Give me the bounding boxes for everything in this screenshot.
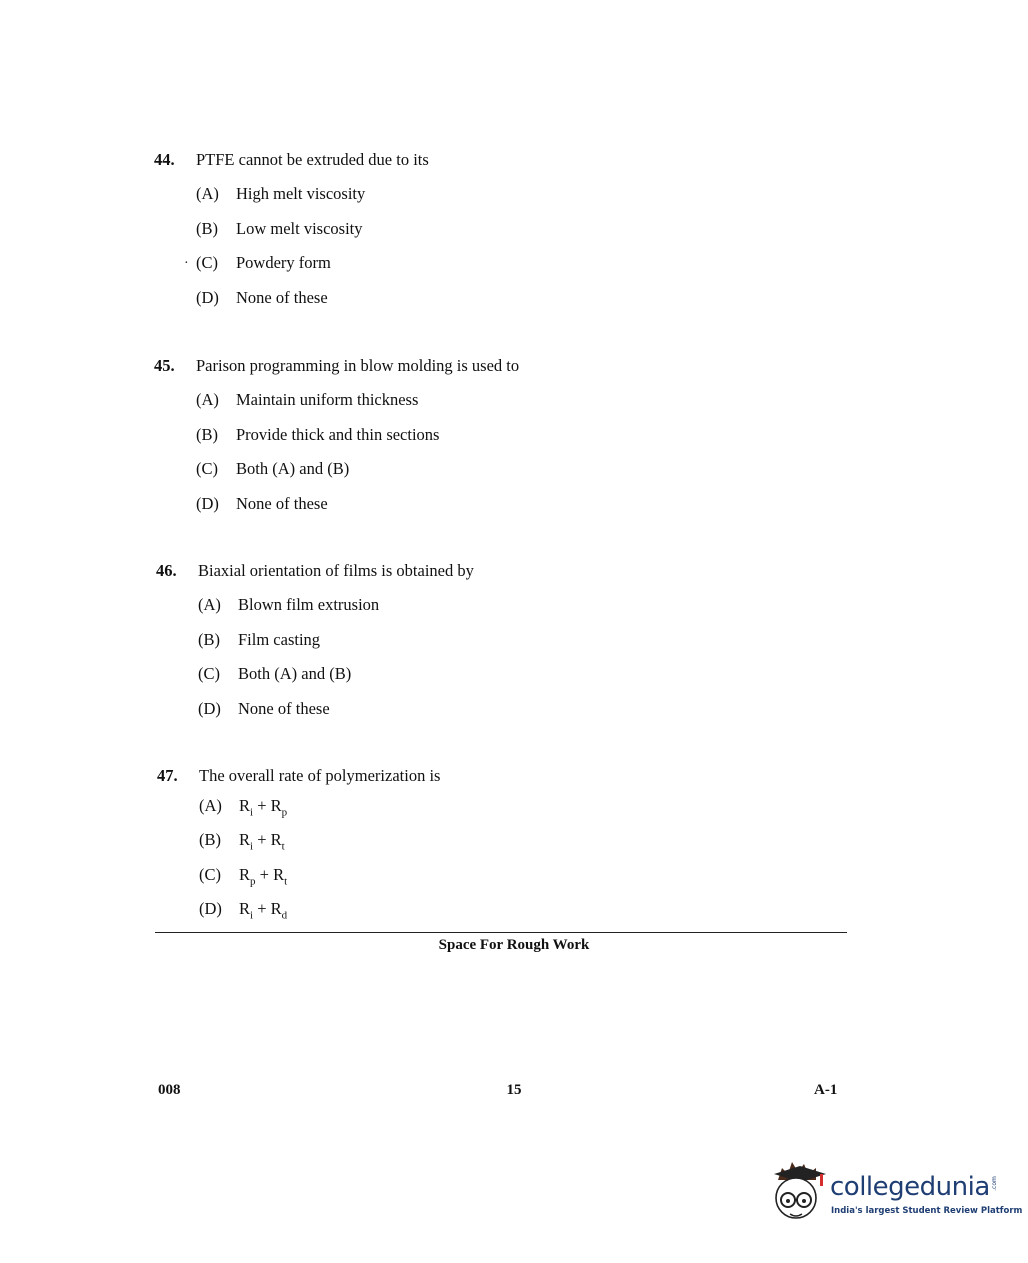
page-number: 15 — [506, 1082, 522, 1098]
option-label: (D) — [196, 287, 219, 307]
option-c — [198, 664, 474, 684]
option-text: Maintain uniform thickness — [236, 390, 419, 410]
option-formula — [239, 865, 287, 887]
option-label: (A) — [198, 595, 221, 615]
divider-rule — [155, 932, 847, 933]
option-b — [199, 830, 440, 853]
option-formula — [239, 899, 287, 921]
option-label: (C) — [198, 664, 220, 684]
subscript: i — [250, 806, 254, 819]
option-label: (B) — [199, 830, 221, 850]
option-d — [199, 899, 440, 922]
question-46 — [156, 561, 474, 719]
symbol: R — [239, 864, 251, 884]
brand-tagline: India's largest Student Review Platform — [831, 1206, 1023, 1216]
symbol: R — [239, 830, 251, 850]
option-c — [196, 459, 519, 479]
question-text: PTFE cannot be extruded due to its — [196, 150, 429, 169]
option-d — [198, 699, 474, 719]
question-45 — [154, 356, 519, 514]
option-text: Blown film extrusion — [238, 595, 380, 615]
option-label: (C) — [199, 864, 221, 884]
question-number: 44. — [154, 150, 175, 169]
plus-sign: + — [259, 864, 269, 884]
subscript: i — [250, 840, 254, 853]
subscript: p — [250, 875, 256, 888]
subscript: d — [281, 909, 288, 922]
option-a — [196, 390, 519, 410]
subscript: t — [284, 875, 288, 888]
option-d — [196, 288, 429, 308]
subscript: p — [281, 806, 288, 819]
brand-dotcom: .com — [990, 1176, 998, 1191]
option-text: Film casting — [238, 629, 321, 649]
option-label: (D) — [196, 493, 219, 513]
rough-work-heading: Space For Rough Work — [438, 937, 590, 953]
option-text: Low melt viscosity — [236, 218, 363, 238]
plus-sign: + — [257, 830, 267, 850]
mascot-icon — [770, 1158, 830, 1224]
symbol: R — [239, 796, 251, 815]
option-text: Both (A) and (B) — [238, 664, 352, 684]
option-label: (A) — [199, 796, 222, 815]
option-b — [196, 425, 519, 445]
booklet-series: A-1 — [814, 1082, 838, 1098]
option-a — [199, 796, 440, 819]
option-text: None of these — [236, 493, 328, 513]
option-a — [198, 595, 474, 615]
option-b — [196, 219, 429, 239]
collegedunia-logo — [770, 1158, 1023, 1224]
option-label: (B) — [198, 629, 220, 649]
option-label: (A) — [196, 390, 219, 410]
option-label: (C) — [196, 459, 218, 479]
question-number: 47. — [157, 766, 178, 785]
option-formula — [239, 830, 285, 852]
brand-name: collegedunia — [830, 1172, 990, 1202]
option-b — [198, 630, 474, 650]
question-text: The overall rate of polymerization is — [199, 766, 441, 785]
option-text: Provide thick and thin sections — [236, 424, 440, 444]
option-label: (B) — [196, 218, 218, 238]
subscript: t — [281, 840, 285, 853]
plus-sign: + — [257, 796, 267, 815]
option-text: None of these — [238, 698, 330, 718]
option-formula — [239, 796, 287, 818]
bullet-mark: · — [184, 256, 189, 271]
option-text: Both (A) and (B) — [236, 459, 350, 479]
symbol: R — [270, 899, 282, 919]
question-number: 46. — [156, 561, 177, 580]
option-text: High melt viscosity — [236, 184, 366, 204]
option-label: (A) — [196, 184, 219, 204]
option-c — [196, 253, 429, 273]
option-label: (D) — [199, 899, 222, 919]
option-text: Powdery form — [236, 253, 331, 273]
option-c — [199, 864, 440, 888]
option-d — [196, 494, 519, 514]
option-a — [196, 184, 429, 204]
option-label: (D) — [198, 698, 221, 718]
subscript: i — [250, 909, 254, 922]
symbol: R — [239, 899, 251, 919]
question-text: Biaxial orientation of films is obtained by — [198, 561, 474, 580]
option-text: None of these — [236, 287, 328, 307]
question-number: 45. — [154, 356, 175, 375]
question-44 — [154, 150, 429, 308]
symbol: R — [270, 796, 282, 815]
footer-code: 008 — [158, 1082, 181, 1098]
option-label: (C) — [196, 253, 218, 273]
plus-sign: + — [257, 899, 267, 919]
symbol: R — [270, 830, 282, 850]
question-text: Parison programming in blow molding is used to — [196, 356, 520, 375]
symbol: R — [273, 864, 285, 884]
option-label: (B) — [196, 424, 218, 444]
question-47 — [157, 766, 441, 922]
